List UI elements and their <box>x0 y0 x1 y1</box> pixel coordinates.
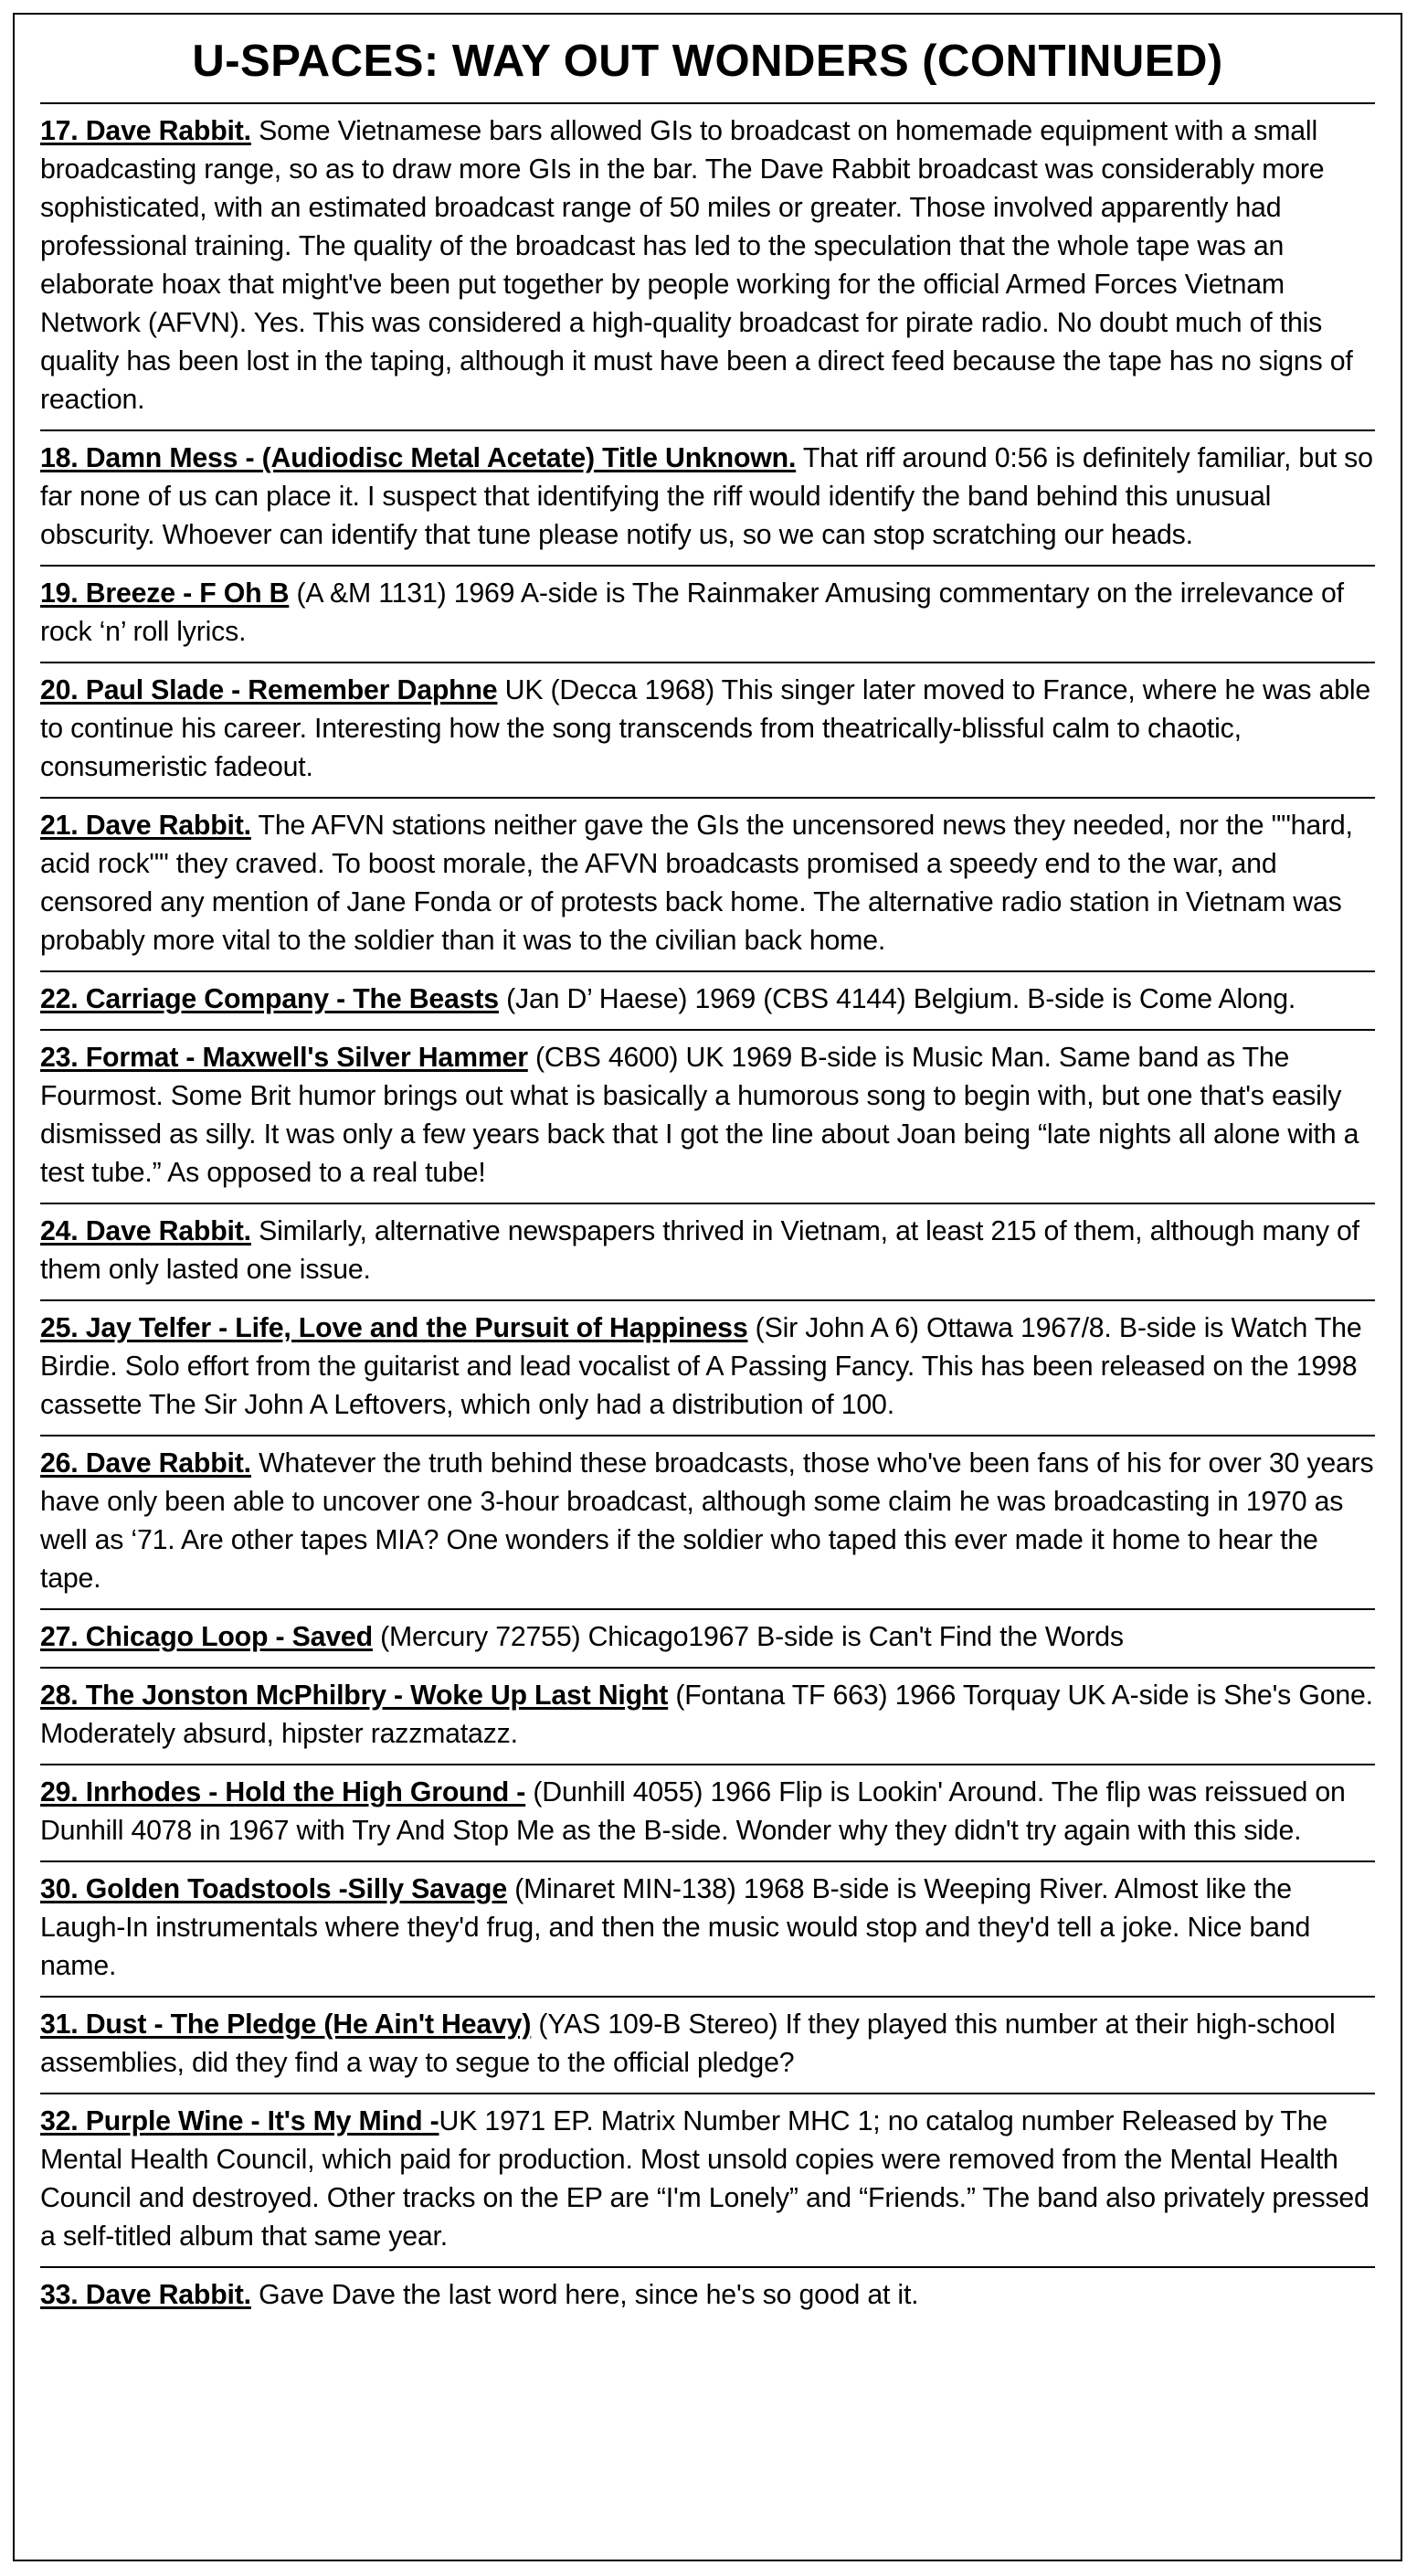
entry-text: (YAS 109-B Stereo) If they played this number at their high-school assemblies, did they find a way to segue to the official pledge? <box>40 2009 1336 2078</box>
entry-heading: 31. Dust - The Pledge (He Ain't Heavy) <box>40 2009 532 2040</box>
entry-heading: 28. The Jonston McPhilbry - Woke Up Last Night <box>40 1680 669 1711</box>
entry-text: (CBS 4600) UK 1969 B-side is Music Man. Same band as The Fourmost. Some Brit humor brings out what is basically a humorous song to begin with, but one that's easily dismissed as silly. It was only a few years back that I got the line about Joan being “late nights all alone with a test tube.” As opposed to a real tube! <box>40 1043 1359 1188</box>
entry-23 <box>40 1029 1375 1203</box>
entry-heading: 26. Dave Rabbit. <box>40 1448 251 1479</box>
entry-31 <box>40 1996 1375 2093</box>
entry-28 <box>40 1667 1375 1764</box>
entry-30 <box>40 1860 1375 1996</box>
entry-heading: 27. Chicago Loop - Saved <box>40 1622 373 1652</box>
entry-25 <box>40 1299 1375 1435</box>
entry-17 <box>40 102 1375 429</box>
entry-heading: 33. Dave Rabbit. <box>40 2280 251 2310</box>
entry-heading: 19. Breeze - F Oh B <box>40 578 290 609</box>
entry-heading: 20. Paul Slade - Remember Daphne <box>40 675 498 705</box>
entry-text: That riff around 0:56 is definitely familiar, but so far none of us can place it. I suspect that identifying the riff would identify the band behind this unusual obscurity. Whoever can identify that tune please notify us, so we can stop scratching our heads. <box>40 443 1373 550</box>
entry-text: (Sir John A 6) Ottawa 1967/8. B-side is Watch The Birdie. Solo effort from the guitarist and lead vocalist of A Passing Fancy. This has been released on the 1998 cassette The Sir John A Leftovers, which only had a distribution of 100. <box>40 1313 1362 1420</box>
entry-text: Gave Dave the last word here, since he's so good at it. <box>250 2280 919 2310</box>
entry-heading: 22. Carriage Company - The Beasts <box>40 984 499 1014</box>
entry-20 <box>40 662 1375 797</box>
entry-heading: 30. Golden Toadstools -Silly Savage <box>40 1874 507 1904</box>
entry-24 <box>40 1203 1375 1299</box>
entry-heading: 17. Dave Rabbit. <box>40 116 251 146</box>
entry-27 <box>40 1608 1375 1667</box>
entry-text: (Dunhill 4055) 1966 Flip is Lookin' Around. The flip was reissued on Dunhill 4078 in 1967 with Try And Stop Me as the B-side. Wonder why they didn't try again with this side. <box>40 1777 1346 1846</box>
entry-heading: 29. Inrhodes - Hold the High Ground - <box>40 1777 526 1807</box>
entry-26 <box>40 1435 1375 1608</box>
entry-heading: 32. Purple Wine - It's My Mind - <box>40 2106 439 2136</box>
entry-text: UK (Decca 1968) This singer later moved to France, where he was able to continue his career. Interesting how the song transcends from theatrically-blissful calm to chaotic, consumeristic fadeout. <box>40 675 1371 782</box>
entry-33 <box>40 2266 1375 2325</box>
entry-text: (Jan D’ Haese) 1969 (CBS 4144) Belgium. B-side is Come Along. <box>498 984 1296 1014</box>
entry-heading: 24. Dave Rabbit. <box>40 1216 251 1246</box>
entry-text: UK 1971 EP. Matrix Number MHC 1; no catalog number Released by The Mental Health Council, which paid for production. Most unsold copies were removed from the Mental Health Council and destroyed. Other tracks on the EP are “I'm Lonely” and “Friends.” The band also privately pressed a self-titled album that same year. <box>40 2106 1369 2252</box>
entry-29 <box>40 1764 1375 1860</box>
entry-heading: 21. Dave Rabbit. <box>40 811 251 841</box>
entry-text: Similarly, alternative newspapers thrived in Vietnam, at least 215 of them, although many of them only lasted one issue. <box>40 1216 1359 1285</box>
entry-text: Whatever the truth behind these broadcasts, those who've been fans of his for over 30 years have only been able to uncover one 3-hour broadcast, although some claim he was broadcasting in 1970 as well as ‘71. Are other tapes MIA? One wonders if the soldier who taped this ever made it home to hear the tape. <box>40 1448 1374 1594</box>
entry-text: (A &M 1131) 1969 A-side is The Rainmaker Amusing commentary on the irrelevance of rock ‘n’ roll lyrics. <box>40 578 1344 647</box>
entry-heading: 18. Damn Mess - (Audiodisc Metal Acetate) Title Unknown. <box>40 443 797 473</box>
page-title: U-SPACES: WAY OUT WONDERS (CONTINUED) <box>192 37 1223 86</box>
entry-18 <box>40 429 1375 565</box>
entry-21 <box>40 797 1375 970</box>
entry-22 <box>40 970 1375 1029</box>
entry-text: Some Vietnamese bars allowed GIs to broadcast on homemade equipment with a small broadcasting range, so as to draw more GIs in the bar. The Dave Rabbit broadcast was considerably more sophisticated, with an estimated broadcast range of 50 miles or greater. Those involved apparently had professional training. The quality of the broadcast has led to the speculation that the whole tape was an elaborate hoax that might've been put together by people working for the official Armed Forces Vietnam Network (AFVN). Yes. This was considered a high-quality broadcast for pirate radio. No doubt much of this quality has been lost in the taping, although it must have been a direct feed because the tape has no signs of reaction. <box>40 116 1353 415</box>
entry-text: (Minaret MIN-138) 1968 B-side is Weeping River. Almost like the Laugh-In instrumentals where they'd frug, and then the music would stop and they'd tell a joke. Nice band name. <box>40 1874 1311 1981</box>
entry-text: The AFVN stations neither gave the GIs the uncensored news they needed, nor the ""hard, acid rock"" they craved. To boost morale, the AFVN broadcasts promised a speedy end to the war, and censored any mention of Jane Fonda or of protests back home. The alternative radio station in Vietnam was probably more vital to the soldier than it was to the civilian back home. <box>40 811 1353 956</box>
entry-19 <box>40 565 1375 662</box>
document-page <box>13 13 1402 2561</box>
entry-text: (Fontana TF 663) 1966 Torquay UK A-side is She's Gone. Moderately absurd, hipster razzmatazz. <box>40 1680 1373 1749</box>
entry-32 <box>40 2093 1375 2266</box>
entry-heading: 25. Jay Telfer - Life, Love and the Pursuit of Happiness <box>40 1313 748 1343</box>
entry-text: (Mercury 72755) Chicago1967 B-side is Can't Find the Words <box>372 1622 1124 1652</box>
entry-heading: 23. Format - Maxwell's Silver Hammer <box>40 1043 528 1073</box>
